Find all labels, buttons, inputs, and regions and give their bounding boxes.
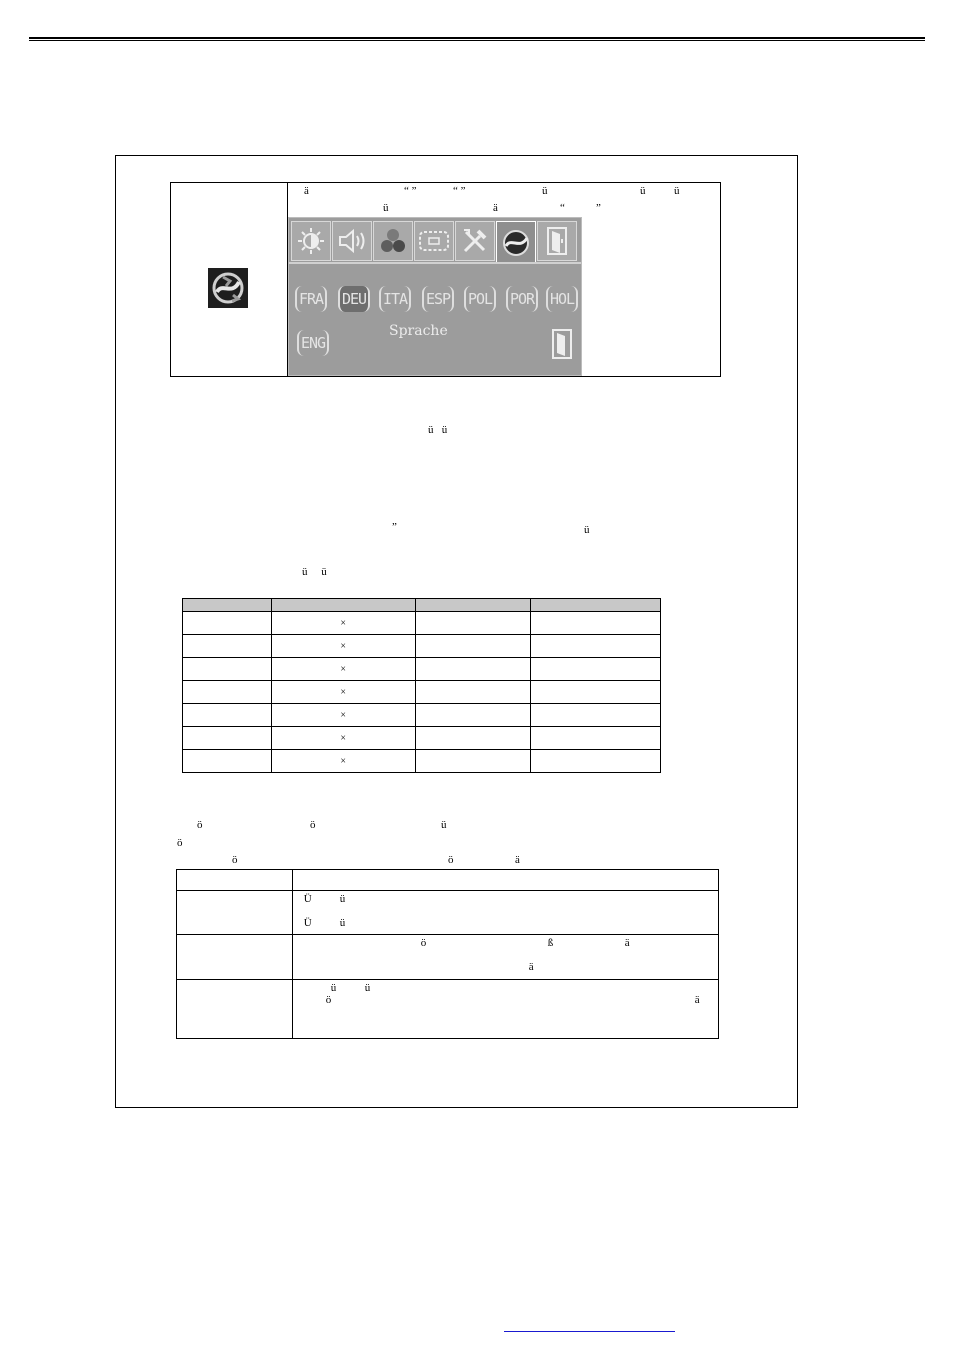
table-cell (531, 727, 661, 750)
text-fragment: ö (325, 994, 332, 1006)
cell-line (293, 980, 718, 992)
cell-line (293, 959, 718, 971)
table-cell (415, 727, 531, 750)
table-cell (183, 612, 272, 635)
table-row (183, 750, 661, 773)
text-fragment: ß (547, 937, 554, 949)
header-rule-thin (29, 40, 925, 41)
table-cell (531, 635, 661, 658)
language-option-pol: POL (464, 286, 496, 312)
exit-door-icon (537, 221, 577, 261)
tools-icon (455, 221, 495, 261)
text-fragment: “ ” (453, 185, 466, 197)
osd-menu-label: Sprache (389, 323, 448, 339)
table-cell: × (271, 635, 415, 658)
language-option-deu: DEU (338, 286, 370, 312)
table-row (183, 635, 661, 658)
language-option-hol: HOL (546, 286, 578, 312)
osd-separator (289, 262, 581, 264)
table-header-row (183, 599, 661, 612)
table-cell (531, 750, 661, 773)
table-header-cell (183, 599, 272, 612)
text-fragment: ü (383, 202, 389, 214)
table-cell-description (292, 980, 718, 1039)
table-cell-label (177, 980, 293, 1039)
table-cell (415, 612, 531, 635)
cell-line (293, 915, 718, 927)
table-cell (415, 658, 531, 681)
cell-line (293, 903, 718, 915)
table-row (183, 727, 661, 750)
text-fragment: ö (448, 854, 454, 866)
resolution-table (182, 598, 661, 773)
text-fragment: ä (624, 937, 630, 949)
text-fragment: ö (177, 837, 183, 849)
language-option-esp: ESP (422, 286, 454, 312)
table-cell: × (271, 612, 415, 635)
table-cell (415, 704, 531, 727)
text-fragment: ä (528, 961, 534, 973)
table-cell: × (271, 727, 415, 750)
table-cell-label (177, 891, 293, 935)
text-fragment: ü ü (302, 566, 327, 578)
table-cell: × (271, 704, 415, 727)
display-icon (414, 221, 454, 261)
brightness-icon (291, 221, 331, 261)
table-row (177, 935, 719, 980)
text-fragment: “ (560, 202, 565, 214)
table-header-cell (415, 599, 531, 612)
text-fragment: ü (584, 524, 590, 536)
text-fragment: ü (339, 893, 346, 905)
table-cell (415, 750, 531, 773)
speaker-icon (332, 221, 372, 261)
table-row (183, 704, 661, 727)
table-row (177, 980, 719, 1039)
cell-line (293, 891, 718, 903)
table-cell (183, 681, 272, 704)
text-fragment: ü (640, 185, 646, 197)
text-fragment: ö (197, 819, 203, 831)
language-globe-icon (208, 268, 248, 308)
cell-line (293, 992, 718, 1004)
text-fragment: ü (339, 917, 346, 929)
table-row (183, 681, 661, 704)
exit-door-icon (551, 328, 573, 365)
text-fragment: ä (515, 854, 520, 866)
text-fragment: ö (232, 854, 238, 866)
text-fragment: ü (330, 982, 337, 994)
cell-line (293, 947, 718, 959)
table-cell (183, 658, 272, 681)
table-cell (183, 750, 272, 773)
table-cell (183, 727, 272, 750)
table-header-cell (271, 599, 415, 612)
table-cell (183, 635, 272, 658)
language-option-por: POR (506, 286, 538, 312)
table-cell-description (292, 935, 718, 980)
table-cell: × (271, 658, 415, 681)
text-fragment: ü (542, 185, 548, 197)
troubleshooting-table (176, 869, 719, 1039)
language-option-eng: ENG (297, 330, 329, 356)
language-globe-icon (496, 221, 536, 264)
text-fragment: ü (674, 185, 680, 197)
cell-line (293, 935, 718, 947)
table-cell (415, 681, 531, 704)
table-cell (183, 704, 272, 727)
text-fragment: ä (304, 185, 309, 197)
text-fragment: ” (392, 521, 397, 533)
table-cell (531, 612, 661, 635)
text-fragment: ü ü (428, 424, 448, 436)
table-cell-label (177, 870, 293, 891)
text-fragment: ö (310, 819, 316, 831)
text-fragment: “ ” (404, 185, 417, 197)
table-cell (415, 635, 531, 658)
header-rule (29, 37, 925, 39)
text-fragment: ü (364, 982, 371, 994)
table-cell-label (177, 935, 293, 980)
table-cell-description (292, 870, 718, 891)
text-fragment: Ü (303, 893, 312, 905)
text-fragment: ä (493, 202, 498, 214)
table-cell (531, 704, 661, 727)
osd-tab-row (291, 221, 581, 265)
text-fragment: ä (694, 994, 700, 1006)
text-fragment: ö (420, 937, 427, 949)
text-fragment: ü (441, 819, 447, 831)
osd-screenshot (288, 217, 582, 376)
table-row (177, 870, 719, 891)
footer-link[interactable] (504, 1331, 675, 1332)
table-row (183, 612, 661, 635)
table-header-cell (531, 599, 661, 612)
table-cell (531, 681, 661, 704)
language-option-ita: ITA (379, 286, 411, 312)
table-cell (531, 658, 661, 681)
text-fragment: Ü (303, 917, 312, 929)
table-row (177, 891, 719, 935)
language-option-fra: FRA (295, 286, 327, 312)
table-cell: × (271, 750, 415, 773)
table-row (183, 658, 661, 681)
color-circles-icon (373, 221, 413, 261)
table-cell-description (292, 891, 718, 935)
text-fragment: ” (596, 202, 601, 214)
table-cell: × (271, 681, 415, 704)
